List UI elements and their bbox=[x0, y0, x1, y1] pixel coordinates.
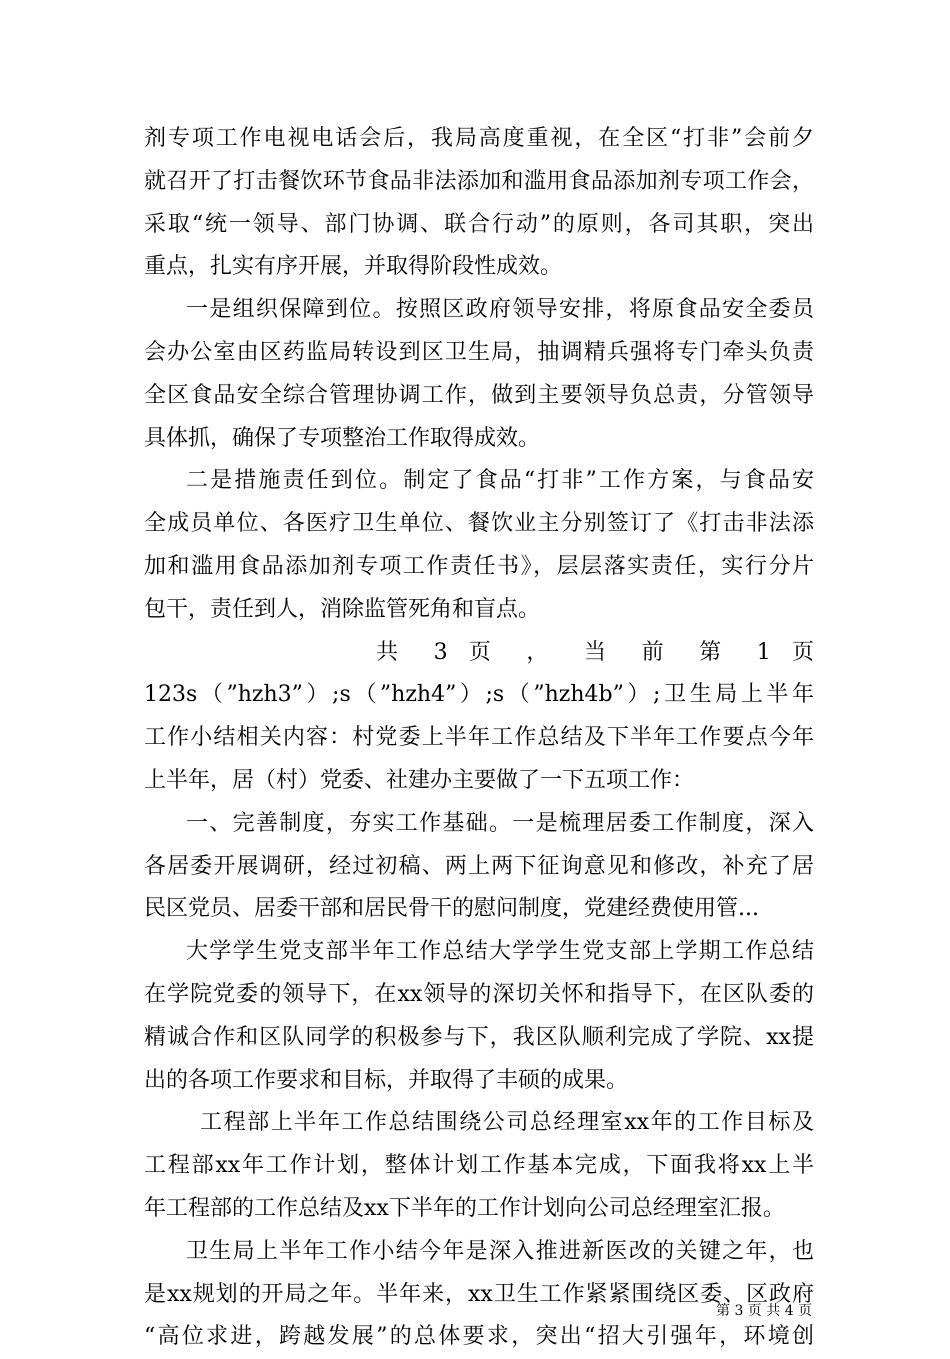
text-line: 重点，扎实有序开展，并取得阶段性成效。 bbox=[144, 254, 563, 280]
text-line: 工程部上半年工作总结围绕公司总经理室xx年的工作目标及 bbox=[200, 1110, 814, 1136]
text-line: 大学学生党支部半年工作总结大学学生党支部上学期工作总结 bbox=[186, 939, 814, 965]
text-line: 年工程部的工作总结及xx下半年的工作计划向公司总经理室汇报。 bbox=[144, 1195, 785, 1221]
text-line: 上半年，居（村）党委、社建办主要做了一下五项工作： bbox=[144, 767, 695, 793]
text-line: 出的各项工作要求和目标，并取得了丰硕的成果。 bbox=[144, 1067, 629, 1093]
text-line: 卫生局上半年工作小结今年是深入推进新医改的关键之年，也 bbox=[186, 1238, 814, 1264]
text-line: 各居委开展调研，经过初稿、两上两下征询意见和修改，补充了居 bbox=[144, 853, 814, 879]
text-line: 就召开了打击餐饮环节食品非法添加和滥用食品添加剂专项工作会， bbox=[144, 168, 814, 194]
text-line: 在学院党委的领导下，在xx领导的深切关怀和指导下，在区队委的 bbox=[144, 981, 814, 1007]
text-line: 包干，责任到人，消除监管死角和盲点。 bbox=[144, 596, 541, 622]
text-line: 工程部xx年工作计划，整体计划工作基本完成，下面我将xx上半 bbox=[144, 1153, 814, 1179]
text-line: 加和滥用食品添加剂专项工作责任书》，层层落实责任，实行分片 bbox=[144, 553, 814, 579]
text-line: 是xx规划的开局之年。半年来，xx卫生工作紧紧围绕区委、区政府 bbox=[144, 1281, 814, 1307]
text-line: “高位求进，跨越发展”的总体要求，突出“招大引强年，环境创 bbox=[144, 1324, 814, 1350]
page-counter-line: 共 3 页 ， 当 前 第 1 页 bbox=[376, 639, 814, 665]
text-line: 会办公室由区药监局转设到区卫生局，抽调精兵强将专门牵头负责 bbox=[144, 339, 814, 365]
text-line: 民区党员、居委干部和居民骨干的慰问制度，党建经费使用管... bbox=[144, 896, 759, 922]
text-line: 工作小结相关内容：村党委上半年工作总结及下半年工作要点今年 bbox=[144, 725, 814, 751]
document-body bbox=[144, 118, 814, 1359]
page-number-footer: 第 3 页 共 4 页 bbox=[716, 1303, 813, 1319]
text-line: 精诚合作和区队同学的积极参与下，我区队顺利完成了学院、xx提 bbox=[144, 1024, 814, 1050]
text-line: 采取“统一领导、部门协调、联合行动”的原则，各司其职，突出 bbox=[144, 211, 814, 237]
text-line: 一、完善制度，夯实工作基础。一是梳理居委工作制度，深入 bbox=[186, 810, 814, 836]
text-line: 二是措施责任到位。制定了食品“打非”工作方案，与食品安 bbox=[186, 468, 814, 494]
text-line: 一是组织保障到位。按照区政府领导安排，将原食品安全委员 bbox=[186, 297, 814, 323]
text-line: 剂专项工作电视电话会后，我局高度重视，在全区“打非”会前夕 bbox=[144, 126, 814, 151]
text-line: 具体抓，确保了专项整治工作取得成效。 bbox=[144, 425, 541, 451]
text-line: 全区食品安全综合管理协调工作，做到主要领导负总责，分管领导 bbox=[144, 382, 814, 408]
text-line: 全成员单位、各医疗卫生单位、餐饮业主分别签订了《打击非法添 bbox=[144, 511, 814, 537]
text-line: 123s（”hzh3”）;s（”hzh4”）;s（”hzh4b”）;卫生局上半年 bbox=[144, 682, 814, 708]
